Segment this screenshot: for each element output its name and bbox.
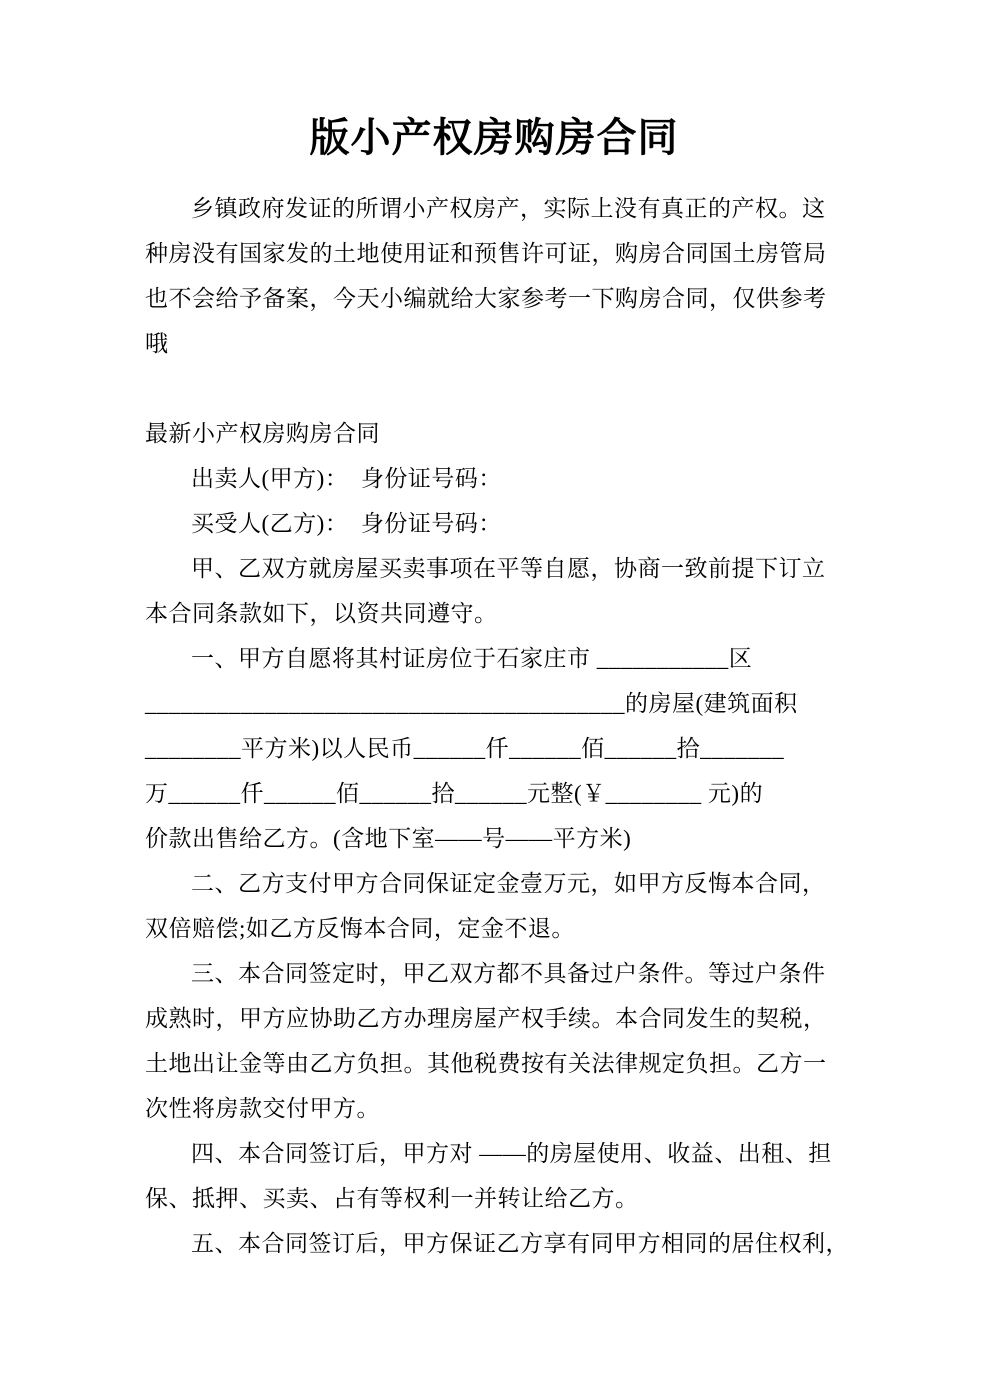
doc-line: 二、乙方支付甲方合同保证定金壹万元，如甲方反悔本合同， [191, 871, 826, 896]
doc-line: ________平方米)以人民币______仟______佰______拾_______ [145, 736, 785, 761]
doc-line: ________________________________________的房屋(建筑面积 [145, 691, 798, 716]
doc-line: 保、抵押、买卖、占有等权利一并转让给乙方。 [145, 1186, 639, 1211]
doc-line: 万______仟______佰______拾______元整(￥________ 元)的 [145, 781, 764, 806]
doc-line: 出卖人(甲方)： 身份证号码： [191, 466, 502, 491]
intro-paragraph [145, 186, 865, 366]
doc-line: 种房没有国家发的土地使用证和预售许可证，购房合同国土房管局 [145, 241, 827, 266]
doc-line: 四、本合同签订后，甲方对 ——的房屋使用、收益、出租、担 [191, 1141, 832, 1166]
doc-line: 价款出售给乙方。(含地下室——号——平方米) [145, 826, 632, 851]
doc-line: 买受人(乙方)： 身份证号码： [191, 511, 502, 536]
clause-4-paragraph [145, 1131, 865, 1221]
clause-3-paragraph [145, 951, 865, 1131]
doc-line: 甲、乙双方就房屋买卖事项在平等自愿，协商一致前提下订立 [191, 556, 826, 581]
buyer-line-paragraph [145, 501, 865, 546]
doc-line: 乡镇政府发证的所谓小产权房产，实际上没有真正的产权。这 [191, 196, 826, 221]
blank-line [145, 366, 865, 411]
doc-line: 次性将房款交付甲方。 [145, 1096, 380, 1121]
doc-line: 土地出让金等由乙方负担。其他税费按有关法律规定负担。乙方一 [145, 1051, 827, 1076]
preamble-paragraph [145, 546, 865, 636]
document-body [145, 186, 865, 1266]
doc-line: 一、甲方自愿将其村证房位于石家庄市 ___________区 [191, 646, 753, 671]
doc-line: 双倍赔偿;如乙方反悔本合同，定金不退。 [145, 916, 575, 941]
doc-line: 本合同条款如下，以资共同遵守。 [145, 601, 498, 626]
doc-line: 五、本合同签订后，甲方保证乙方享有同甲方相同的居住权利， [191, 1231, 849, 1256]
doc-line: 成熟时，甲方应协助乙方办理房屋产权手续。本合同发生的契税， [145, 1006, 827, 1031]
document-title: 版小产权房购房合同 [309, 115, 679, 160]
doc-line: 哦 [145, 331, 169, 356]
clause-2-paragraph [145, 861, 865, 951]
clause-1-paragraph [145, 636, 865, 861]
doc-line: 最新小产权房购房合同 [145, 421, 380, 446]
doc-line: 也不会给予备案，今天小编就给大家参考一下购房合同，仅供参考 [145, 286, 827, 311]
clause-5-paragraph [145, 1221, 865, 1266]
seller-line-paragraph [145, 456, 865, 501]
doc-line: 三、本合同签定时，甲乙双方都不具备过户条件。等过户条件 [191, 961, 826, 986]
subtitle-paragraph [145, 411, 865, 456]
